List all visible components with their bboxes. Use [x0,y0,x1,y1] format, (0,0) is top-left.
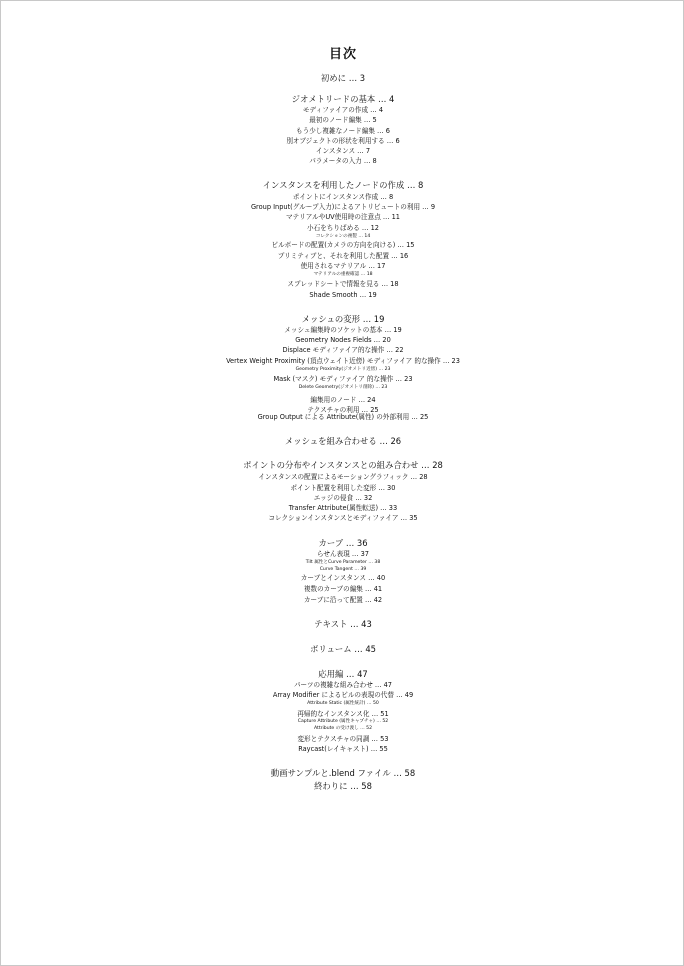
toc-entry: テキスト … 43 [314,619,372,629]
toc-entry: らせん表現 … 37 [317,550,369,558]
toc-entry: Tilt 属性とCurve Parameter … 38 [305,560,381,565]
toc-entry: ボリューム … 45 [310,644,376,654]
toc-entry: 小石をちりばめる … 12 [307,224,379,232]
toc-entry: パラメータの入力 … 8 [309,157,377,165]
toc-entry: 再帰的なインスタンス化 … 51 [297,710,389,718]
toc-entry: 応用編 … 47 [318,669,368,679]
toc-entry: ビルボードの配置(カメラの方向を向ける) … 15 [271,241,415,249]
toc-entry: メッシュの変形 … 19 [301,314,385,324]
toc-entry: インスタンスの配置によるモーショングラフィック … 28 [258,473,428,481]
toc-entry: テクスチャの利用 … 25 [307,406,379,414]
toc-entry: 複数のカーブの編集 … 41 [303,585,383,593]
toc-entry: Shade Smooth … 19 [309,291,377,299]
toc-entry: Attribute の受け渡し … 52 [313,726,373,731]
toc-entry: Vertex Weight Proximity (頂点ウェイト近傍) モディファイア 的な操作 … 23 [226,357,460,365]
toc-entry: メッシュを組み合わせる … 26 [284,436,402,446]
toc-entry: ポイント配置を利用した変形 … 30 [290,484,396,492]
toc-entry: Raycast(レイキャスト) … 55 [298,745,388,753]
toc-entry: Group Output による Attribute(属性) の外部利用 … 25 [257,413,429,421]
toc-entry: ポイントにインスタンス作成 … 8 [292,193,394,201]
toc-entry: カーブに沿って配置 … 42 [303,596,383,604]
toc-entry: Geometry Nodes Fields … 20 [295,336,391,344]
toc-entry: Attribute Static (属性統計) … 50 [307,701,379,706]
toc-entry: Array Modifier によるビルの表現の代替 … 49 [272,691,414,699]
toc-entry: Group Input(グループ入力)によるアトリビュートの利用 … 9 [250,203,436,211]
toc-entry: 終わりに … 58 [314,781,372,791]
toc-entry: パーツの複雑な組み合わせ … 47 [293,681,393,689]
toc-entry: 別オブジェクトの形状を利用する … 6 [286,137,400,145]
toc-entry: ポイントの分布やインスタンスとの組み合わせ … 28 [243,460,443,470]
toc-title: 目次 [328,47,357,62]
toc-entry: Transfer Attribute(属性転送) … 33 [288,504,398,512]
toc-entry: 変形とテクスチャの同調 … 53 [297,735,389,743]
toc-entry: モディファイアの作成 … 4 [302,106,384,114]
toc-entry: マテリアルやUV使用時の注意点 … 11 [286,213,400,221]
toc-entry: もう少し複雑なノード編集 … 6 [296,127,390,135]
toc-entry: メッシュ編集時のソケットの基本 … 19 [284,326,402,334]
toc-entry: 最初のノード編集 … 5 [309,116,377,124]
toc-entry: エッジの侵食 … 32 [313,494,373,502]
toc-entry: Geometry Proximity(ジオメトリ近傍) … 23 [295,367,391,372]
toc-entry: 編集用のノード … 24 [310,396,376,404]
toc-entry: カーブ … 36 [318,538,368,548]
toc-entry: ジオメトリードの基本 … 4 [291,94,395,104]
toc-entry: 初めに … 3 [320,73,366,83]
toc-entry: コレクションインスタンスとモディファイア … 35 [268,514,418,522]
toc-entry: インスタンスを利用したノードの作成 … 8 [262,180,424,190]
toc-entry: コレクションの複製 … 14 [315,234,371,239]
toc-entry: インスタンス … 7 [315,147,371,155]
toc-entry: Capture Attribute (属性キャプチャ) … 52 [297,719,389,724]
toc-entry: スプレッドシートで情報を見る … 18 [287,280,399,288]
toc-entry: Curve Tangent … 39 [319,567,367,572]
toc-entry: Displace モディファイア的な操作 … 22 [282,346,404,354]
toc-entry: Mask (マスク) モディファイア 的な操作 … 23 [273,375,413,383]
toc-entry: 動画サンプルと.blend ファイル … 58 [270,768,416,778]
toc-entry: 使用されるマテリアル … 17 [300,262,386,270]
toc-entry: カーブとインスタンス … 40 [300,574,386,582]
toc-entry: Delete Geometry(ジオメトリ削除) … 23 [298,385,388,390]
toc-entry: プリミティブと、それを利用した配置 … 16 [277,252,409,260]
toc-entry: マテリアルの重複確認 … 18 [313,272,373,277]
